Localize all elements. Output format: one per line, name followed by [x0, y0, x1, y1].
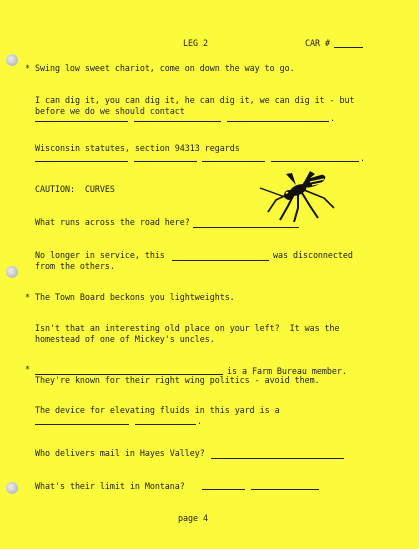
clue-6-line-2: from the others. [35, 261, 115, 271]
period-mark: . [197, 416, 202, 426]
answer-blank[interactable] [35, 121, 128, 122]
clue-1: * Swing low sweet chariot, come on down the way to go. [25, 63, 295, 73]
clue-10: The device for elevating fluids in this yard is a [35, 405, 280, 415]
answer-blank[interactable] [202, 161, 265, 162]
clue-9-line-2: They're known for their right wing politics - avoid them. [35, 375, 320, 385]
answer-blank[interactable] [271, 161, 359, 162]
answer-blank[interactable] [227, 121, 329, 122]
clue-2-line-2: before we do we should contact [35, 106, 185, 116]
clue-12: What's their limit in Montana? [35, 481, 185, 491]
answer-blank[interactable] [193, 227, 299, 228]
clue-9-line-1: is a Farm Bureau member. [227, 366, 347, 376]
period-mark: . [330, 113, 335, 123]
clue-11: Who delivers mail in Hayes Valley? [35, 448, 205, 458]
clue-6-line-1-end: was disconnected [273, 250, 353, 260]
car-number-label: CAR # [305, 38, 330, 48]
binder-hole-top [6, 54, 18, 66]
answer-blank[interactable] [35, 161, 128, 162]
answer-blank[interactable] [211, 458, 344, 459]
leg-title: LEG 2 [183, 38, 208, 48]
answer-blank[interactable] [202, 489, 245, 490]
clue-3: Wisconsin statutes, section 94313 regards [35, 143, 240, 153]
answer-blank[interactable] [35, 424, 129, 425]
binder-hole-bottom [6, 482, 18, 494]
clue-7: * The Town Board beckons you lightweights. [25, 292, 235, 302]
clue-8-line-1: Isn't that an interesting old place on your left? It was the [35, 323, 340, 333]
caution-heading: CAUTION: CURVES [35, 184, 115, 194]
binder-hole-middle [6, 266, 18, 278]
page-number: page 4 [178, 513, 208, 523]
answer-blank[interactable] [135, 424, 196, 425]
car-number-blank[interactable] [334, 47, 363, 48]
clue-2-line-1: I can dig it, you can dig it, he can dig it, we can dig it - but [35, 95, 355, 105]
clue-8-line-2: homestead of one of Mickey's uncles. [35, 334, 215, 344]
mosquito-icon [258, 168, 336, 222]
answer-blank[interactable] [134, 161, 197, 162]
answer-blank[interactable] [134, 121, 221, 122]
answer-blank[interactable] [251, 489, 319, 490]
period-mark: . [360, 153, 365, 163]
answer-blank[interactable] [172, 260, 269, 261]
clue-6-line-1-start: No longer in service, this [35, 250, 165, 260]
clue-9-star: * [25, 364, 30, 374]
clue-5: What runs across the road here? [35, 217, 190, 227]
